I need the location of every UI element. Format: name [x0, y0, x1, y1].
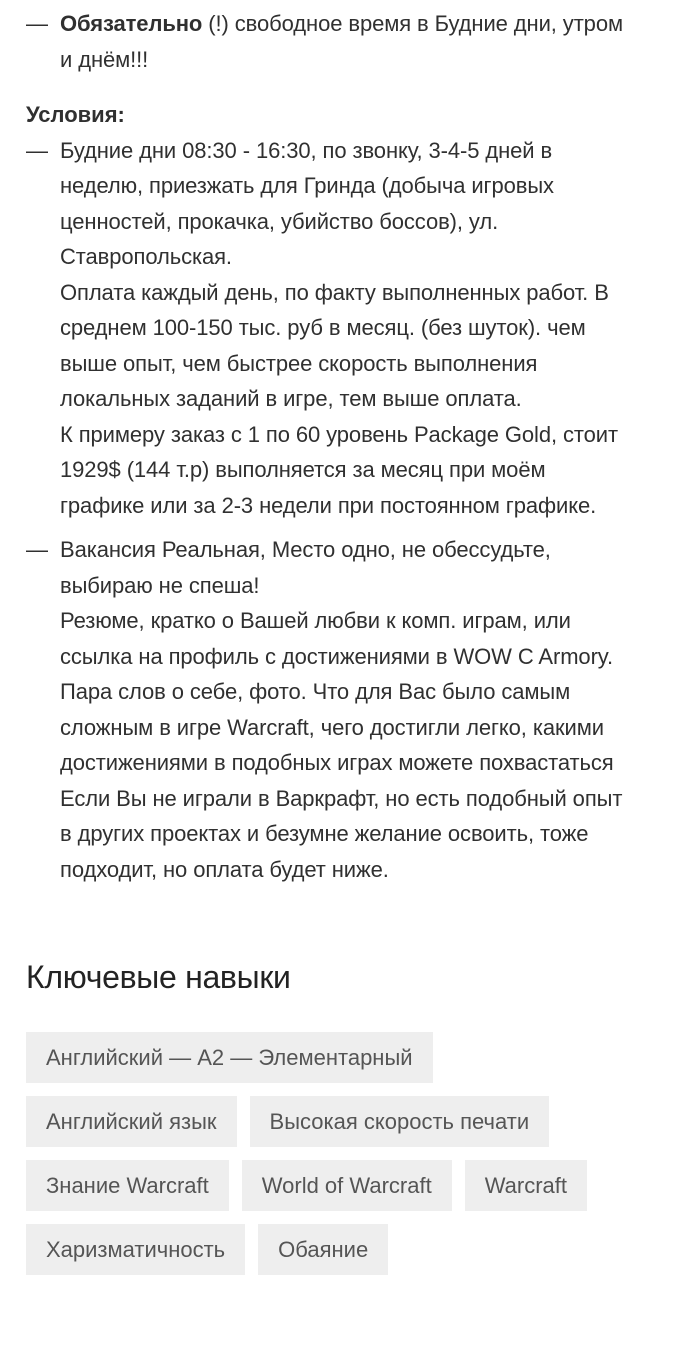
skill-tag[interactable]: Харизматичность	[26, 1224, 245, 1275]
conditions-line: ценностей, прокачка, убийство боссов), ул.	[60, 208, 499, 234]
vacancy-description	[26, 6, 676, 1275]
list-item-conditions-1	[26, 133, 676, 524]
conditions-line: ссылка на профиль с достижениями в WOW C Armory.	[60, 643, 614, 669]
conditions-line: достижениями в подобных играх можете похвастаться	[60, 750, 614, 775]
list-item-conditions-2	[26, 532, 676, 887]
conditions-line: Будние дни 08:30 - 16:30, по звонку, 3-4-5 дней в	[60, 137, 553, 163]
conditions-line: Пара слов о себе, фото. Что для Вас было самым	[60, 679, 571, 704]
list-dash: —	[26, 537, 48, 562]
key-skills-tag-list	[26, 1032, 666, 1275]
requirement-text-2: и днём!!!	[60, 46, 149, 72]
conditions-line: в других проектах и безумне желание освоить, тоже	[60, 821, 589, 846]
skill-tag[interactable]: Высокая скорость печати	[250, 1096, 550, 1147]
list-dash: —	[26, 137, 48, 163]
conditions-line: 1929$ (144 т.р) выполняется за месяц при моём	[60, 457, 546, 482]
conditions-line: выше опыт, чем быстрее скорость выполнения	[60, 350, 538, 376]
requirement-text-1: (!) свободное время в Будние дни, утром	[202, 11, 623, 36]
list-dash: —	[26, 11, 48, 36]
list-item-requirement	[26, 6, 676, 77]
conditions-line: Ставропольская.	[60, 244, 232, 269]
conditions-line: сложным в игре Warcraft, чего достигли легко, какими	[60, 714, 604, 740]
conditions-line: выбираю не спеша!	[60, 572, 260, 598]
conditions-line: К примеру заказ с 1 по 60 уровень Package Gold, стоит	[60, 421, 618, 447]
conditions-line: Вакансия Реальная, Место одно, не обессудьте,	[60, 537, 551, 562]
skill-tag[interactable]: World of Warcraft	[242, 1160, 452, 1211]
skill-tag[interactable]: Английский — A2 — Элементарный	[26, 1032, 433, 1083]
skill-tag[interactable]: Знание Warcraft	[26, 1160, 229, 1211]
conditions-line: графике или за 2-3 недели при постоянном графике.	[60, 492, 597, 518]
key-skills-title: Ключевые навыки	[26, 959, 291, 995]
conditions-line: Оплата каждый день, по факту выполненных работ. В	[60, 279, 609, 305]
requirement-bold-label: Обязательно	[60, 11, 203, 36]
skill-tag[interactable]: Обаяние	[258, 1224, 388, 1275]
conditions-heading: Условия:	[26, 102, 125, 127]
conditions-line: Если Вы не играли в Варкрафт, но есть подобный опыт	[60, 785, 623, 811]
conditions-line: Резюме, кратко о Вашей любви к комп. играм, или	[60, 608, 571, 633]
conditions-line: подходит, но оплата будет ниже.	[60, 856, 389, 882]
spacer	[26, 523, 676, 532]
conditions-line: среднем 100-150 тыс. руб в месяц. (без шуток). чем	[60, 315, 586, 340]
conditions-line: локальных заданий в игре, тем выше оплата.	[60, 386, 522, 411]
requirement-line-1	[60, 6, 676, 42]
skill-tag[interactable]: Английский язык	[26, 1096, 237, 1147]
conditions-line: неделю, приезжать для Гринда (добыча игровых	[60, 173, 554, 198]
skill-tag[interactable]: Warcraft	[465, 1160, 587, 1211]
